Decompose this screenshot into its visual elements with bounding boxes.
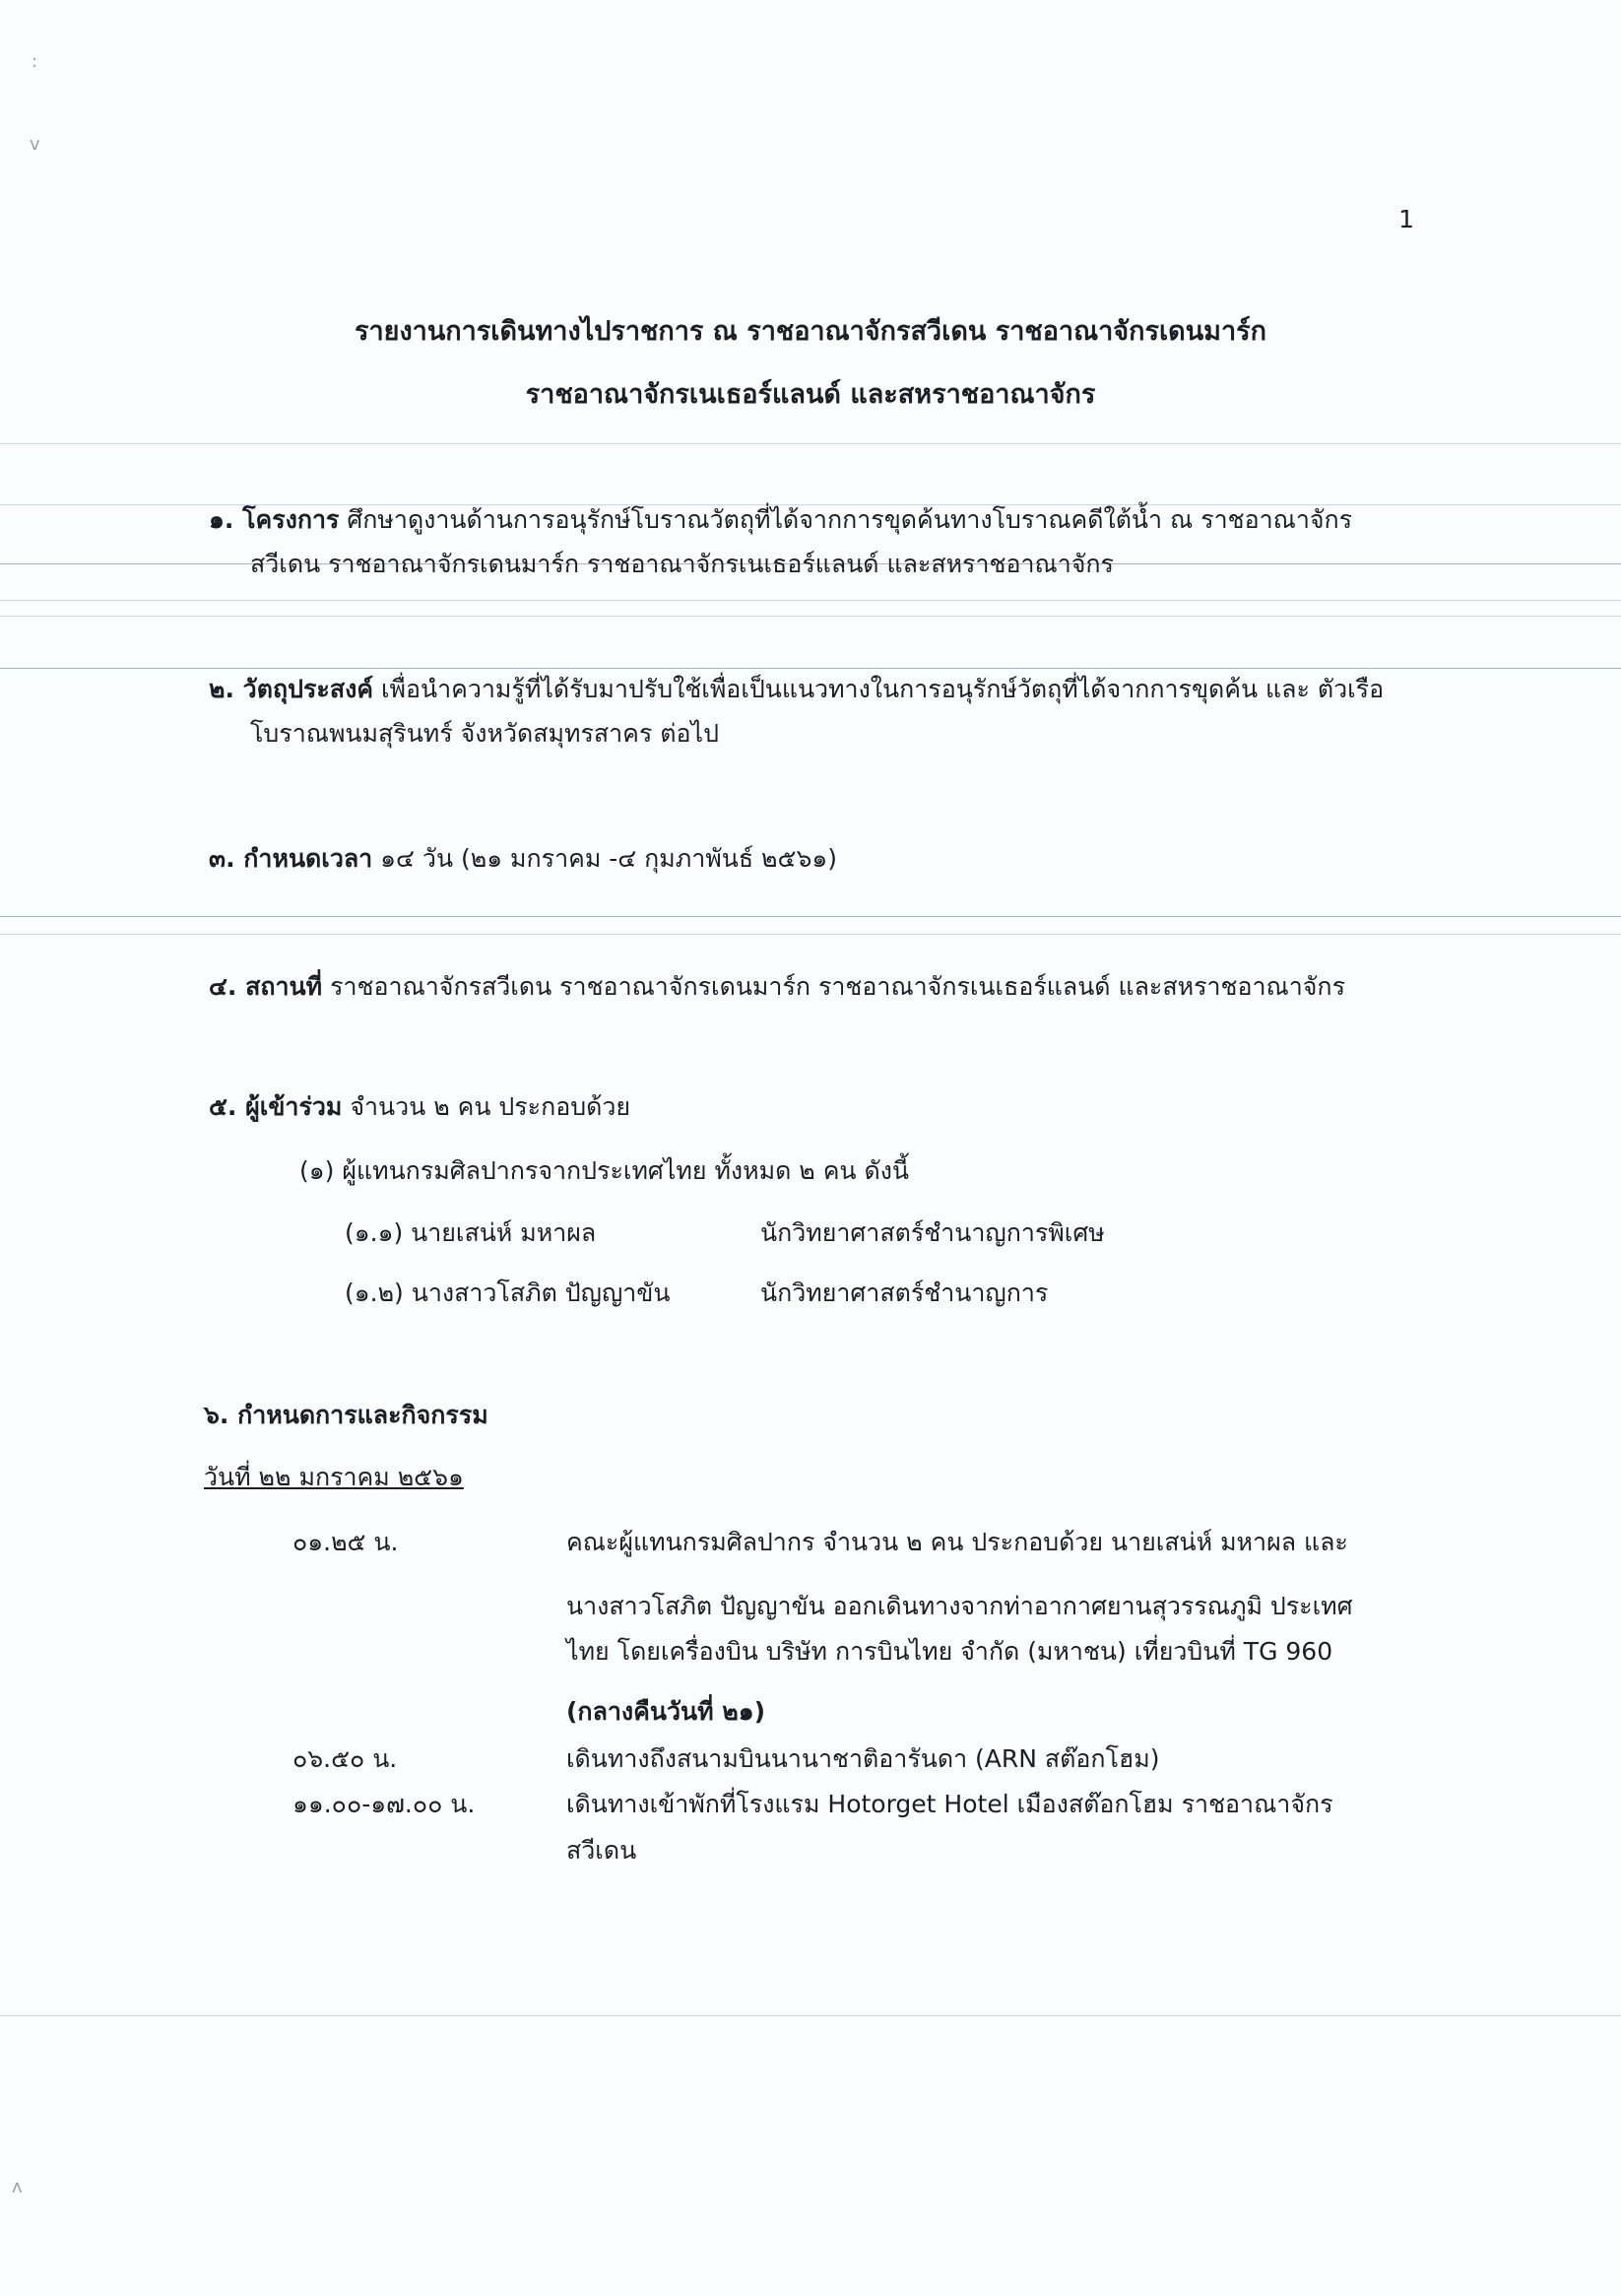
section-1-label: ๑. โครงการ (209, 505, 340, 534)
section-3-label: ๓. กำหนดเวลา (209, 844, 373, 873)
schedule-text: คณะผู้แทนกรมศิลปากร จำนวน ๒ คน ประกอบด้วย นายเสน่ห์ มหาผล และ (566, 1528, 1348, 1556)
section-1-text: ศึกษาดูงานด้านการอนุรักษ์โบราณวัตถุที่ได้จากการขุดค้นทางโบราณคดีใต้น้ำ ณ ราชอาณาจักร (347, 505, 1353, 534)
scan-line (0, 934, 1621, 935)
participant-position: นักวิทยาศาสตร์ชำนาญการพิเศษ (760, 1218, 1105, 1247)
section-1 (209, 503, 1352, 537)
participant-position: นักวิทยาศาสตร์ชำนาญการ (760, 1279, 1049, 1307)
title-line-2: ราชอาณาจักรเนเธอร์แลนด์ และสหราชอาณาจักร (525, 379, 1096, 410)
scan-speck: v (30, 134, 40, 155)
schedule-text: สวีเดน (566, 1836, 637, 1865)
section-4-label: ๔. สถานที่ (209, 972, 323, 1001)
scan-line (0, 600, 1621, 601)
section-1-text-cont: สวีเดน ราชอาณาจักรเดนมาร์ก ราชอาณาจักรเนเธอร์แลนด์ และสหราชอาณาจักร (250, 550, 1114, 578)
scan-speck: : (32, 51, 38, 72)
section-5 (209, 1090, 630, 1124)
schedule-time: ๑๑.๐๐-๑๗.๐๐ น. (292, 1790, 476, 1818)
schedule-text: เดินทางถึงสนามบินนานาชาติอารันดา (ARN สต๊อกโฮม) (566, 1744, 1160, 1773)
schedule-text: นางสาวโสภิต ปัญญาขัน ออกเดินทางจากท่าอากาศยานสุวรรณภูมิ ประเทศ (566, 1592, 1353, 1620)
participant-group: (๑) ผู้แทนกรมศิลปากรจากประเทศไทย ทั้งหมด ๒ คน ดังนี้ (299, 1156, 909, 1185)
section-3 (209, 842, 837, 876)
scan-line (0, 2015, 1621, 2016)
section-2-text-cont: โบราณพนมสุรินทร์ จังหวัดสมุทรสาคร ต่อไป (250, 719, 719, 748)
scan-line (0, 443, 1621, 444)
section-3-text: ๑๔ วัน (๒๑ มกราคม -๔ กุมภาพันธ์ ๒๕๖๑) (380, 844, 837, 873)
section-4 (209, 970, 1345, 1004)
schedule-time: ๐๑.๒๕ น. (292, 1528, 399, 1556)
page-number: 1 (1398, 205, 1414, 233)
section-5-label: ๕. ผู้เข้าร่วม (209, 1092, 343, 1121)
section-2-text: เพื่อนำความรู้ที่ได้รับมาปรับใช้เพื่อเป็นแนวทางในการอนุรักษ์วัตถุที่ได้จากการขุดค้น และ ตัวเรือ (380, 675, 1385, 703)
section-6-label: ๖. กำหนดการและกิจกรรม (204, 1401, 488, 1429)
scan-speck: ᴧ (12, 2177, 23, 2198)
section-2-label: ๒. วัตถุประสงค์ (209, 675, 374, 703)
participant-name: (๑.๑) นายเสน่ห์ มหาผล (345, 1218, 597, 1247)
section-5-text: จำนวน ๒ คน ประกอบด้วย (350, 1092, 631, 1121)
scan-line (0, 668, 1621, 669)
section-4-text: ราชอาณาจักรสวีเดน ราชอาณาจักรเดนมาร์ก ราชอาณาจักรเนเธอร์แลนด์ และสหราชอาณาจักร (330, 972, 1345, 1001)
participant-name: (๑.๒) นางสาวโสภิต ปัญญาขัน (345, 1279, 671, 1307)
schedule-note: (กลางคืนวันที่ ๒๑) (566, 1697, 766, 1726)
scan-line (0, 616, 1621, 617)
schedule-text: ไทย โดยเครื่องบิน บริษัท การบินไทย จำกัด (มหาชน) เที่ยวบินที่ TG 960 (566, 1637, 1333, 1666)
section-2 (209, 673, 1384, 706)
schedule-time: ๐๖.๕๐ น. (292, 1744, 398, 1773)
schedule-date: วันที่ ๒๒ มกราคม ๒๕๖๑ (204, 1463, 464, 1491)
title-line-1: รายงานการเดินทางไปราชการ ณ ราชอาณาจักรสวีเดน ราชอาณาจักรเดนมาร์ก (354, 316, 1266, 347)
scan-line (0, 916, 1621, 917)
schedule-text: เดินทางเข้าพักที่โรงแรม Hotorget Hotel เมืองสต๊อกโฮม ราชอาณาจักร (566, 1790, 1333, 1818)
